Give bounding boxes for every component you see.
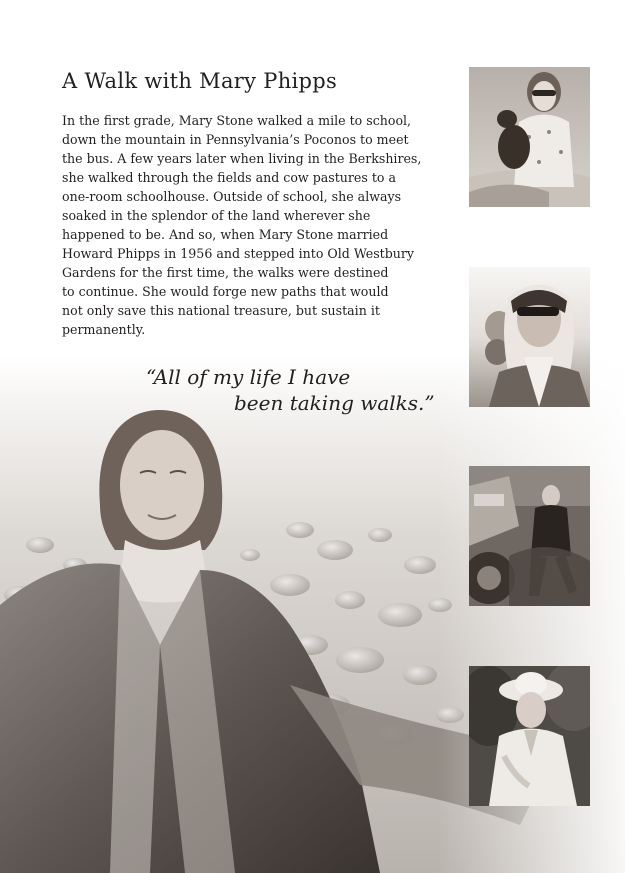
photo-woman-in-sun-hat: [469, 666, 590, 806]
body-line: one-room schoolhouse. Outside of school, she always: [62, 189, 402, 204]
body-line: not only save this national treasure, but sustain it: [62, 303, 380, 318]
pull-quote-line: been taking walks.”: [234, 391, 435, 415]
body-line: Gardens for the first time, the walks were destined: [62, 265, 389, 280]
photo-woman-in-headscarf: [469, 267, 590, 407]
body-line: happened to be. And so, when Mary Stone married: [62, 227, 389, 242]
body-paragraph: [62, 111, 442, 339]
body-line: to continue. She would forge new paths that would: [62, 284, 389, 299]
body-line: she walked through the fields and cow pastures to a: [62, 170, 396, 185]
body-line: Howard Phipps in 1956 and stepped into Old Westbury: [62, 246, 415, 261]
body-line: permanently.: [62, 322, 146, 337]
photo-man-with-tractor: [469, 466, 590, 606]
body-line: soaked in the splendor of the land wherever she: [62, 208, 371, 223]
body-line: down the mountain in Pennsylvania’s Poconos to meet: [62, 132, 409, 147]
body-line: In the first grade, Mary Stone walked a mile to school,: [62, 113, 412, 128]
page-title: A Walk with Mary Phipps: [62, 69, 338, 93]
pull-quote-line: “All of my life I have: [146, 365, 351, 389]
photo-child-with-puppy: [469, 67, 590, 207]
body-line: the bus. A few years later when living in the Berkshires,: [62, 151, 422, 166]
